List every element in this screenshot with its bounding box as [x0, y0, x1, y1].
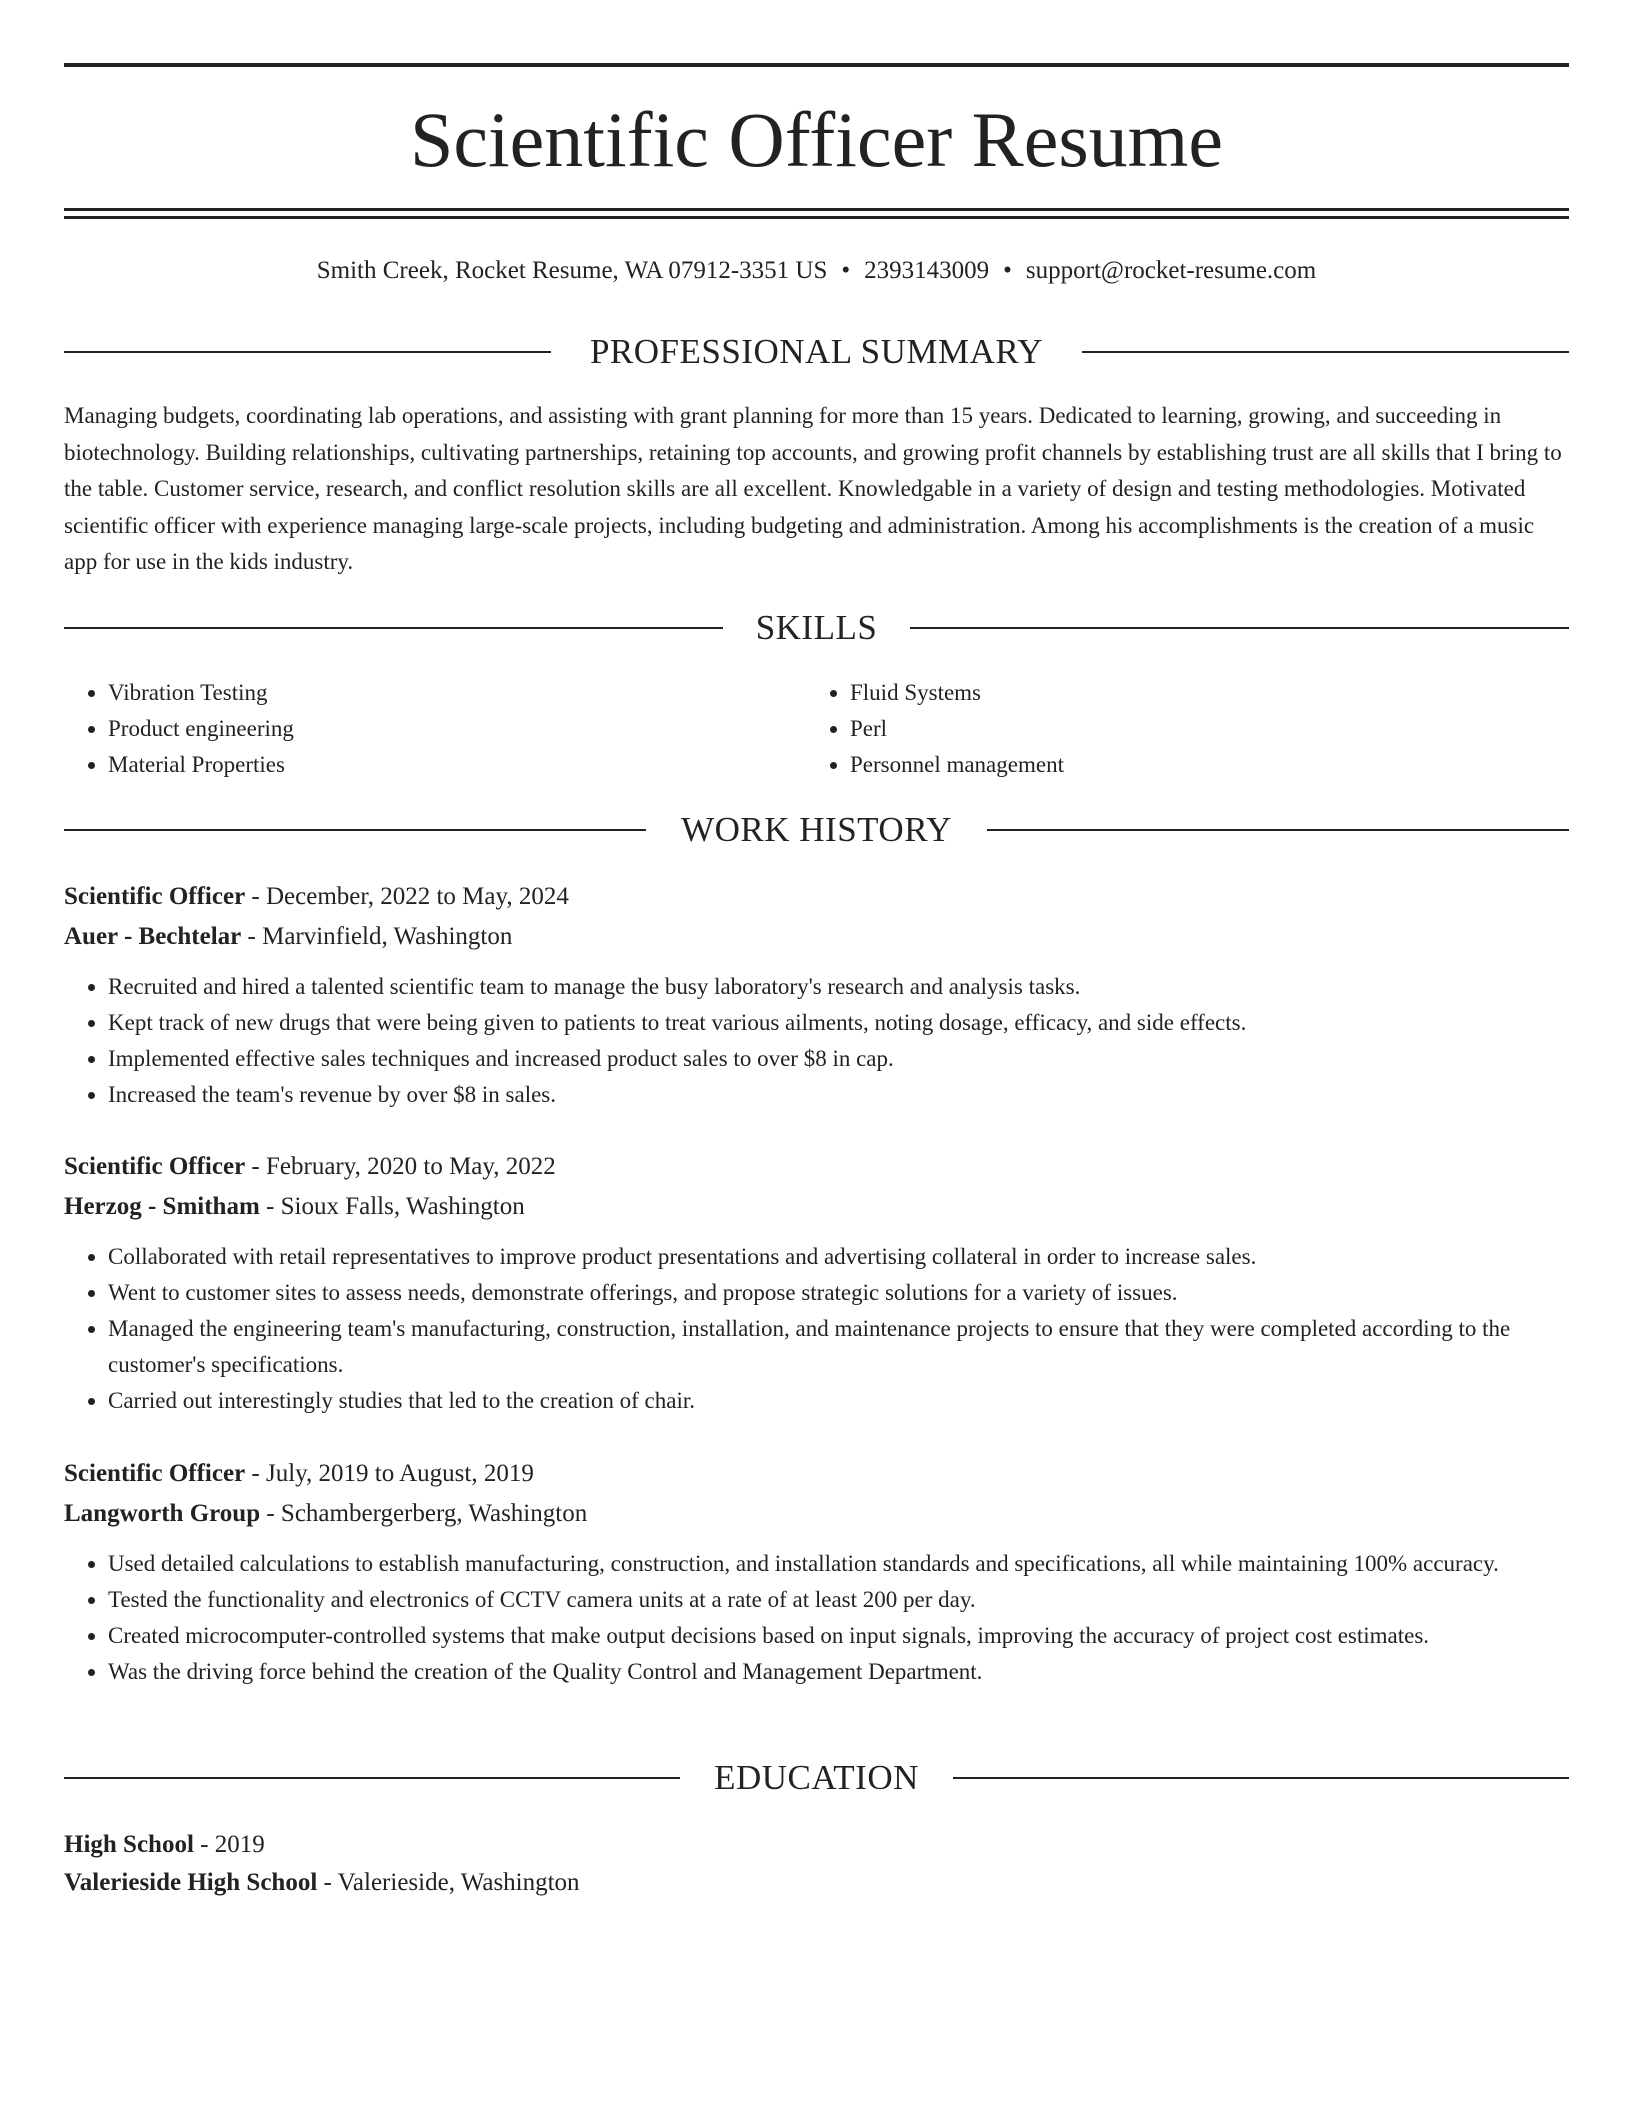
skill-item: • Vibration Testing — [108, 675, 764, 711]
job-company-line — [64, 917, 1569, 957]
skills-column-right — [806, 675, 1506, 783]
section-rule-right — [953, 1777, 1569, 1779]
section-rule-right — [1082, 351, 1569, 353]
title-rule-lower — [64, 216, 1569, 219]
job-title: Scientific Officer — [64, 1460, 246, 1487]
job-bullet: • Created microcomputer-controlled systems that make output decisions based on input signals, improving the accuracy of project cost estimates. — [108, 1618, 1569, 1654]
contact-separator: • — [841, 257, 851, 284]
job-title-line — [64, 1147, 1569, 1187]
section-rule-right — [910, 627, 1569, 629]
job-bullet: • Recruited and hired a talented scientific team to manage the busy laboratory's research and analysis tasks. — [108, 969, 1569, 1005]
job-bullet: • Increased the team's revenue by over $8 in sales. — [108, 1077, 1569, 1113]
skill-item: • Product engineering — [108, 711, 764, 747]
contact-separator: • — [1003, 257, 1012, 284]
job-entry — [64, 877, 1569, 1113]
education-school: Valerieside High School — [64, 1869, 318, 1896]
job-dates: - December, 2022 to May, 2024 — [245, 883, 569, 910]
job-company-line — [64, 1187, 1569, 1227]
education-location: - Valerieside, Washington — [317, 1869, 580, 1896]
summary-paragraph: Managing budgets, coordinating lab operations, and assisting with grant planning for more than 15 years. Dedicated to learning, growing, and succeeding in biotechnology. Building relationships, cultivating partnerships, retaining top accounts, and growing profit channels by establishing trust are all skills that I bring to the table. Customer service, research, and conflict resolution skills are all excellent. Knowledgable in a variety of design and testing methodologies. Motivated scientific officer with experience managing large-scale projects, including budgeting and administration. Among his accomplishments is the creation of a music app for use in the kids industry. — [64, 403, 1562, 574]
job-title-line — [64, 877, 1569, 917]
section-heading: EDUCATION — [714, 1758, 919, 1797]
job-bullet: • Went to customer sites to assess needs, demonstrate offerings, and propose strategic solutions for a variety of issues. — [108, 1275, 1569, 1311]
summary-section-header — [64, 330, 1569, 374]
job-company: Langworth Group — [64, 1500, 261, 1527]
job-entry — [64, 1147, 1569, 1419]
resume-title: Scientific Officer Resume — [410, 96, 1223, 183]
job-location: - Schambergerberg, Washington — [260, 1500, 588, 1527]
section-heading: PROFESSIONAL SUMMARY — [589, 332, 1044, 371]
education-degree-line — [64, 1826, 1569, 1864]
contact-phone: 2393143009 — [864, 257, 990, 284]
section-rule-right — [987, 829, 1569, 831]
top-rule — [64, 63, 1569, 67]
job-bullet: • Managed the engineering team's manufacturing, construction, installation, and maintenance projects to ensure that they were completed according to the customer's specifications. — [108, 1311, 1569, 1383]
job-title: Scientific Officer — [64, 883, 246, 910]
job-company: Herzog - Smitham — [64, 1193, 260, 1220]
section-heading: WORK HISTORY — [681, 810, 952, 849]
education-section-header — [64, 1756, 1569, 1800]
job-bullet: • Implemented effective sales techniques and increased product sales to over $8 in cap. — [108, 1041, 1569, 1077]
contact-line — [64, 254, 1569, 288]
job-location: - Marvinfield, Washington — [241, 923, 513, 950]
job-bullet: • Collaborated with retail representatives to improve product presentations and advertising collateral in order to increase sales. — [108, 1239, 1569, 1275]
skills-section-header — [64, 606, 1569, 650]
skill-item: • Material Properties — [108, 747, 764, 783]
education-school-line — [64, 1864, 1569, 1902]
job-bullet: • Was the driving force behind the creation of the Quality Control and Management Department. — [108, 1654, 1569, 1690]
job-bullet: • Tested the functionality and electronics of CCTV camera units at a rate of at least 200 per day. — [108, 1582, 1569, 1618]
job-dates: - July, 2019 to August, 2019 — [245, 1460, 534, 1487]
education-degree: High School — [64, 1831, 194, 1858]
skills-column-left — [64, 675, 764, 783]
job-bullet: • Used detailed calculations to establish manufacturing, construction, and installation standards and specifications, all while maintaining 100% accuracy. — [108, 1546, 1569, 1582]
job-title: Scientific Officer — [64, 1153, 246, 1180]
contact-email: support@rocket-resume.com — [1025, 257, 1317, 284]
education-year: - 2019 — [193, 1831, 265, 1858]
job-bullet: • Carried out interestingly studies that led to the creation of chair. — [108, 1383, 1569, 1419]
job-bullet: • Kept track of new drugs that were being given to patients to treat various ailments, noting dosage, efficacy, and side effects. — [108, 1005, 1569, 1041]
job-location: - Sioux Falls, Washington — [259, 1193, 525, 1220]
title-rule-upper — [64, 208, 1569, 211]
skill-item: • Perl — [850, 711, 1506, 747]
skill-item: • Personnel management — [850, 747, 1506, 783]
work-section-header — [64, 808, 1569, 852]
job-title-line — [64, 1454, 1569, 1494]
job-company: Auer - Bechtelar — [64, 923, 242, 950]
section-heading: SKILLS — [755, 608, 878, 647]
job-company-line — [64, 1494, 1569, 1534]
job-dates: - February, 2020 to May, 2022 — [245, 1153, 556, 1180]
skill-item: • Fluid Systems — [850, 675, 1506, 711]
education-entry — [64, 1826, 1569, 1902]
job-entry — [64, 1454, 1569, 1690]
contact-address: Smith Creek, Rocket Resume, WA 07912-3351 US — [316, 257, 828, 284]
